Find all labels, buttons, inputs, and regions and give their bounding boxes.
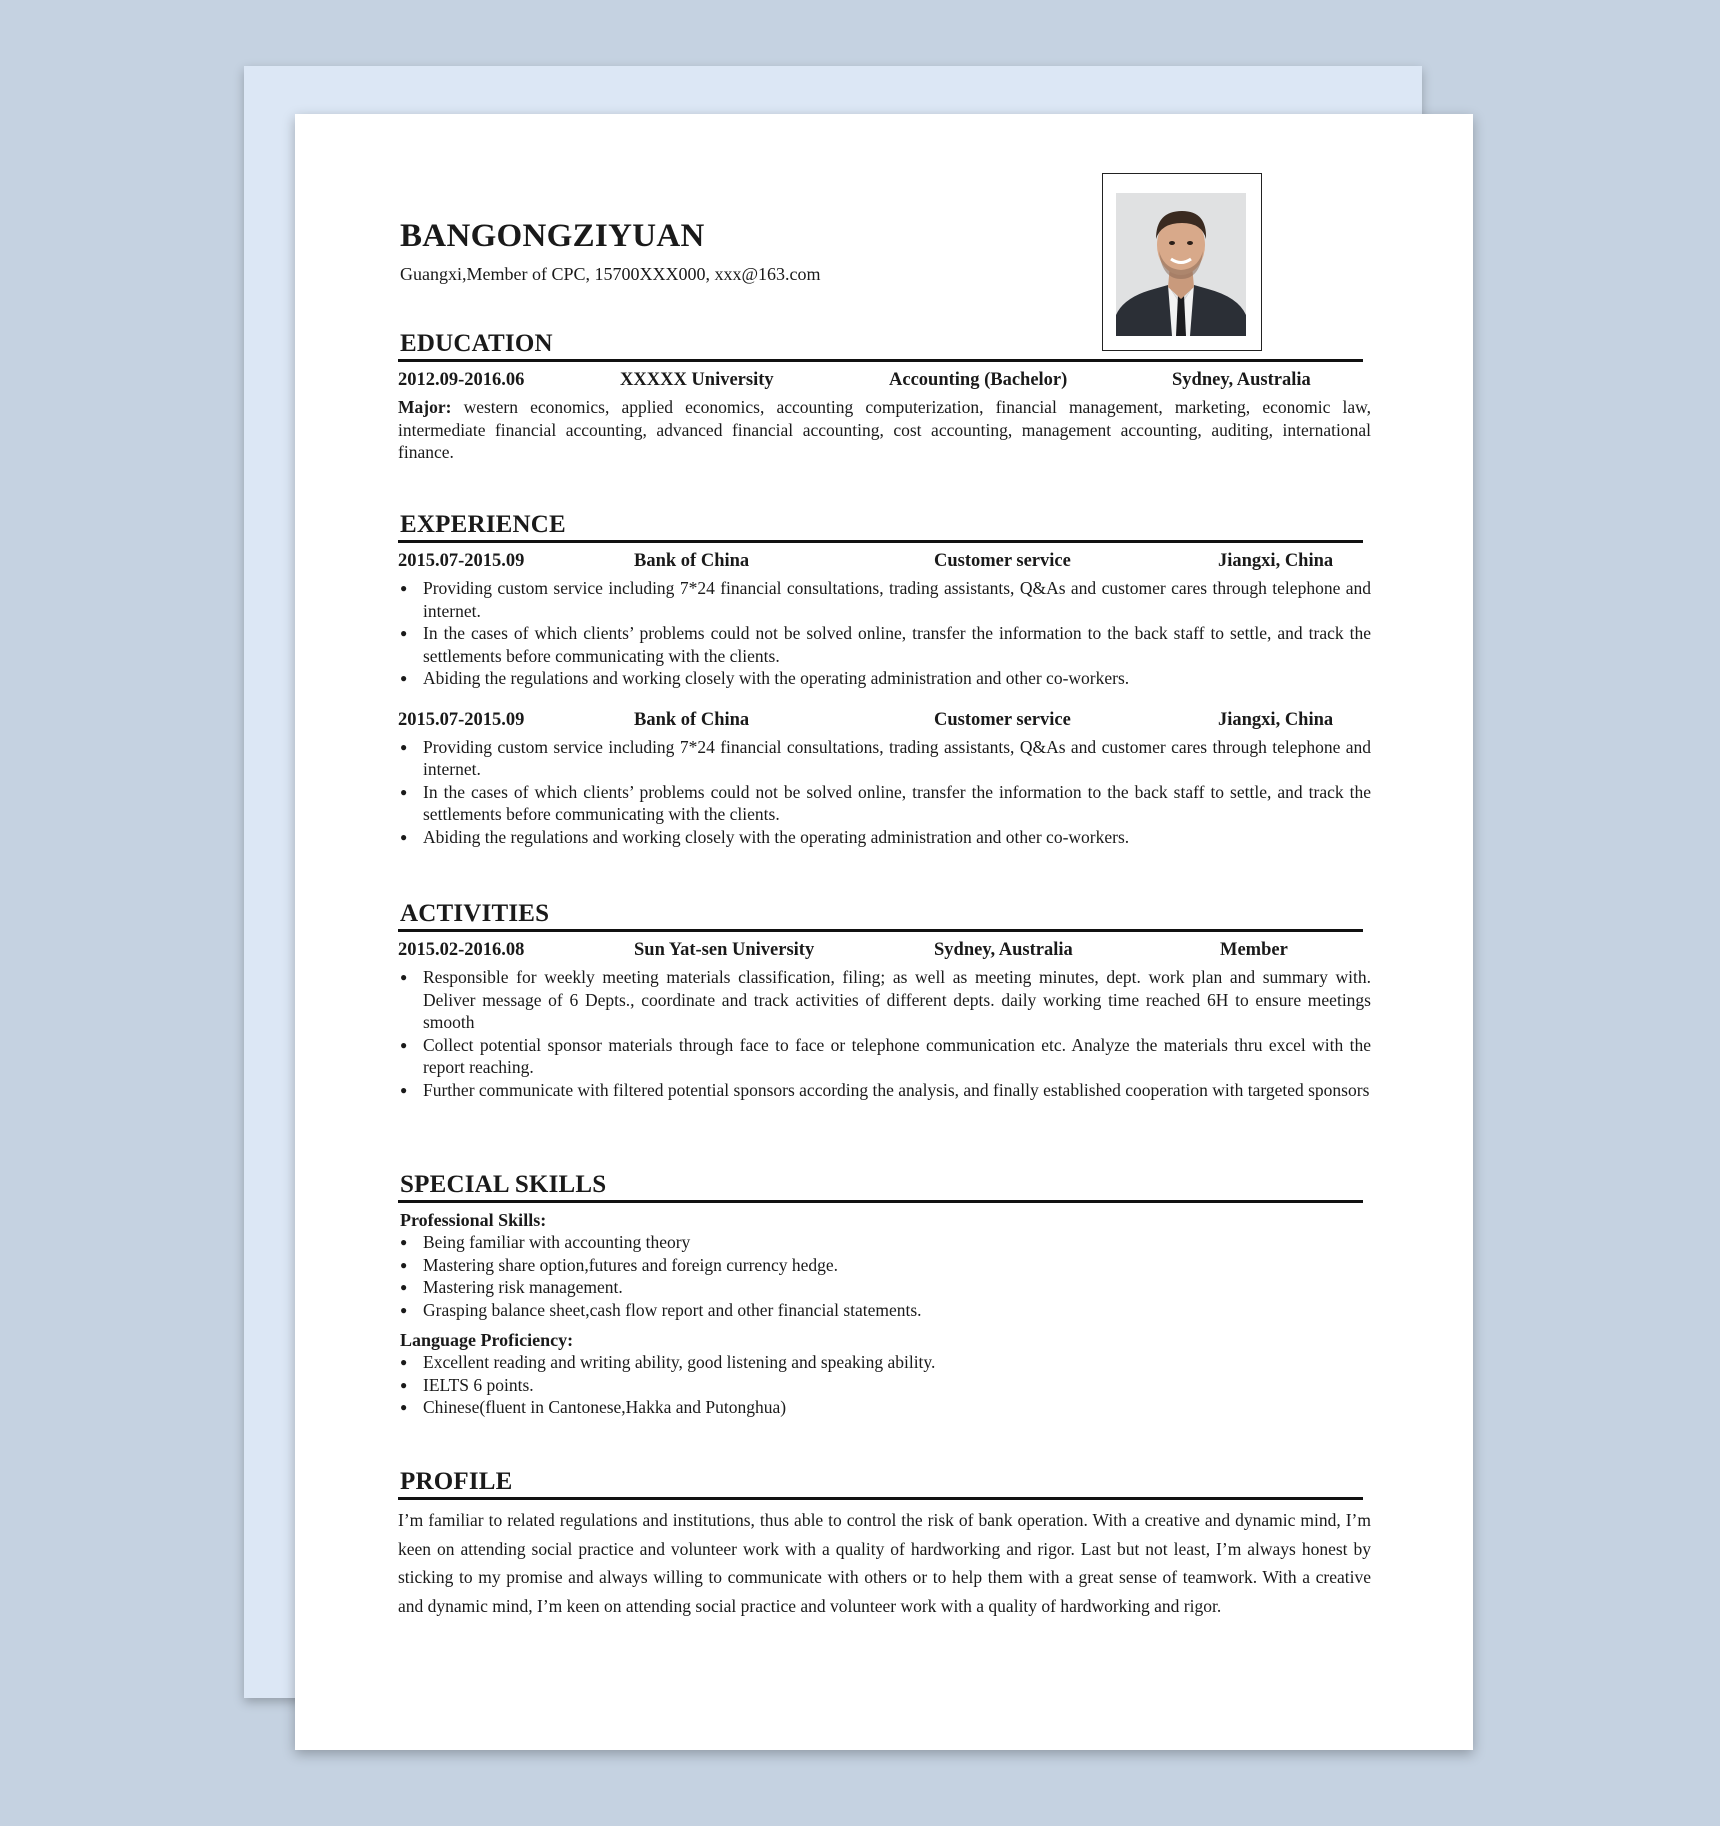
experience-section <box>398 510 1371 848</box>
list-item: ● Further communicate with filtered potential sponsors according the analysis, and finally established cooperation with targeted sponsors <box>398 1079 1371 1102</box>
list-item: ● Collect potential sponsor materials through face to face or telephone communication etc. Analyze the materials thru excel with the report reaching. <box>398 1034 1371 1079</box>
experience-entry <box>398 708 1371 849</box>
experience-role: Customer service <box>934 551 1071 571</box>
education-major <box>398 396 1371 464</box>
activities-row <box>398 938 1371 964</box>
list-item: ● Abiding the regulations and working closely with the operating administration and other co-workers. <box>398 826 1371 849</box>
list-item: ● Mastering risk management. <box>398 1276 1371 1299</box>
activities-section <box>398 899 1371 1101</box>
activities-dates: 2015.02-2016.08 <box>398 940 525 960</box>
major-text: western economics, applied economics, accounting computerization, financial management, marketing, economic law, intermediate financial accounting, advanced financial accounting, cost accounting, management accounting, auditing, international finance. <box>398 397 1371 462</box>
section-divider <box>398 1497 1363 1500</box>
experience-location: Jiangxi, China <box>1218 709 1334 730</box>
candidate-name: BANGONGZIYUAN <box>400 218 705 254</box>
education-section <box>398 329 1371 464</box>
experience-title: EXPERIENCE <box>400 511 566 538</box>
profile-title: PROFILE <box>400 1468 513 1495</box>
experience-entry <box>398 549 1371 690</box>
experience-company: Bank of China <box>634 709 750 730</box>
profile-text: I’m familiar to related regulations and institutions, thus able to control the risk of bank operation. With a creative and dynamic mind, I’m keen on attending social practice and volunteer work with a quality of hardworking and rigor. Last but not least, I’m always honest by sticking to my promise and always willing to communicate with others or to help them with a great sense of teamwork. With a creative and dynamic mind, I’m keen on attending social practice and volunteer work with a quality of hardworking and rigor. <box>398 1510 1371 1616</box>
section-divider <box>398 1200 1363 1203</box>
list-item: ● Providing custom service including 7*24 financial consultations, trading assistants, Q&As and customer cares through telephone and internet. <box>398 736 1371 781</box>
professional-skills-label: Professional Skills: <box>400 1210 547 1230</box>
contact-line: Guangxi,Member of CPC, 15700XXX000, xxx@163.com <box>400 264 821 284</box>
activities-location: Sydney, Australia <box>934 940 1073 960</box>
experience-bullets <box>398 736 1371 849</box>
experience-row <box>398 708 1371 734</box>
list-item: ● Chinese(fluent in Cantonese,Hakka and Putonghua) <box>398 1396 1371 1419</box>
section-divider <box>398 929 1363 932</box>
list-item: ● In the cases of which clients’ problems could not be solved online, transfer the information to the back staff to settle, and track the settlements before communicating with the clients. <box>398 622 1371 667</box>
major-label: Major: <box>398 397 452 417</box>
experience-location: Jiangxi, China <box>1218 551 1334 571</box>
activities-title: ACTIVITIES <box>400 900 550 927</box>
education-location: Sydney, Australia <box>1172 370 1311 390</box>
list-item: ● Grasping balance sheet,cash flow report and other financial statements. <box>398 1299 1371 1322</box>
activities-role: Member <box>1220 940 1288 960</box>
list-item: ● Excellent reading and writing ability, good listening and speaking ability. <box>398 1351 1371 1374</box>
list-item: ● Responsible for weekly meeting materials classification, filing; as well as meeting minutes, dept. work plan and summary with. Deliver message of 6 Depts., coordinate and track activities of different depts. daily working time reached 6H to ensure meetings smooth <box>398 966 1371 1034</box>
experience-dates: 2015.07-2015.09 <box>398 709 525 730</box>
skills-title: SPECIAL SKILLS <box>400 1171 607 1198</box>
experience-bullets <box>398 577 1371 690</box>
experience-role: Customer service <box>934 709 1071 730</box>
experience-dates: 2015.07-2015.09 <box>398 551 525 571</box>
education-dates: 2012.09-2016.06 <box>398 370 525 390</box>
section-divider <box>398 359 1363 362</box>
profile-photo <box>1102 173 1262 351</box>
education-title: EDUCATION <box>400 330 553 357</box>
activities-organization: Sun Yat-sen University <box>634 940 815 960</box>
education-row <box>398 368 1371 394</box>
education-school: XXXXX University <box>620 370 774 390</box>
profile-section <box>398 1467 1371 1620</box>
list-item: ● Being familiar with accounting theory <box>398 1231 1371 1254</box>
activities-bullets <box>398 966 1371 1101</box>
list-item: ● Mastering share option,futures and foreign currency hedge. <box>398 1254 1371 1277</box>
language-proficiency-list <box>398 1351 1371 1419</box>
professional-skills-list <box>398 1231 1371 1321</box>
portrait-image <box>1116 193 1246 336</box>
skills-section <box>398 1170 1371 1419</box>
resume-page <box>295 114 1473 1750</box>
list-item: ● Providing custom service including 7*24 financial consultations, trading assistants, Q&As and customer cares through telephone and internet. <box>398 577 1371 622</box>
education-degree: Accounting (Bachelor) <box>889 370 1068 390</box>
section-divider <box>398 540 1363 543</box>
list-item: ● In the cases of which clients’ problems could not be solved online, transfer the information to the back staff to settle, and track the settlements before communicating with the clients. <box>398 781 1371 826</box>
list-item: ● IELTS 6 points. <box>398 1374 1371 1397</box>
language-proficiency-label: Language Proficiency: <box>400 1330 574 1350</box>
list-item: ● Abiding the regulations and working closely with the operating administration and other co-workers. <box>398 667 1371 690</box>
experience-row <box>398 549 1371 575</box>
experience-company: Bank of China <box>634 551 750 571</box>
